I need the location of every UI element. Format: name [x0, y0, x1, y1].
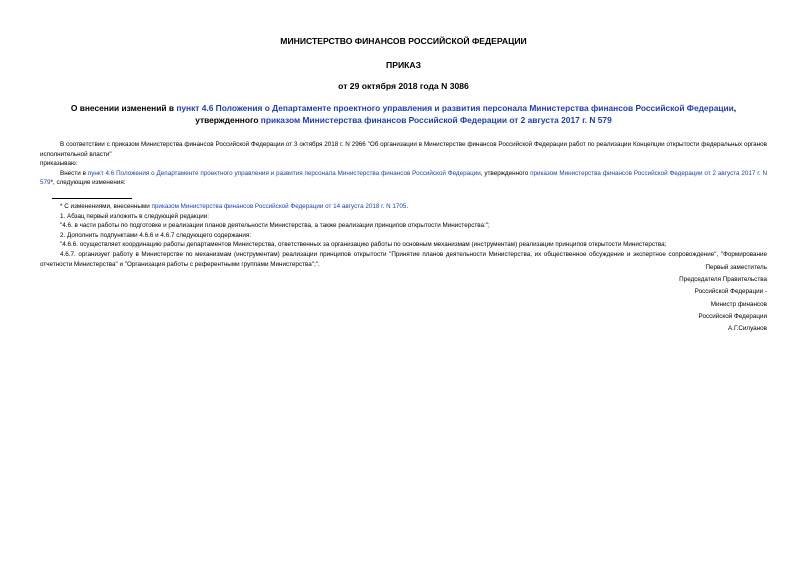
title-link-regulation[interactable]: пункт 4.6 Положения о Департаменте проектного управления и развития персонала Министерства финансов Российской Федерации	[176, 103, 734, 113]
item-2-subpoint-4-6-7: 4.6.7. организует работу в Министерстве по механизмам (инструментам) реализации принципов открытости "Принятие планов деятельности Министерства, их общественное обсуждение и экспертное сопровождение", "Формирование отчетности Министерства" и "Организация работы с референтными группами Министерства";".	[40, 250, 767, 268]
title-link-order[interactable]: приказом Министерства финансов Российской Федерации от 2 августа 2017 г. N 579	[260, 115, 612, 125]
amend-middle: , утвержденного	[480, 169, 531, 177]
signature-line: Российской Федерации -	[694, 288, 767, 296]
amend-link-regulation[interactable]: пункт 4.6 Положения о Департаменте проектного управления и развития персонала Министерства финансов Российской Федерации	[87, 169, 481, 177]
signature-line: Министр финансов	[710, 300, 767, 308]
signature-line: Российской Федерации	[698, 312, 767, 320]
amend-link-order[interactable]: приказом Министерства финансов Российской Федерации от 2 августа 2017 г. N 579	[40, 169, 767, 187]
body-paragraph-order-word: приказываю:	[40, 160, 78, 168]
body-paragraph-basis: В соответствии с приказом Министерства финансов Российской Федерации от 3 октября 2018 г. N 2966 "Об организации в Министерстве финансов Российской Федерации работ по реализации Концепции открытости федеральных органов исполнительной власти"	[40, 141, 767, 158]
signatory-name: А.Г.Силуанов	[728, 325, 767, 333]
signature-line: Председателя Правительства	[679, 276, 767, 284]
ministry-heading: МИНИСТЕРСТВО ФИНАНСОВ РОССИЙСКОЙ ФЕДЕРАЦИИ	[280, 36, 527, 46]
signature-block	[679, 262, 767, 335]
footnote-prefix: * С изменениями, внесенными	[60, 202, 152, 210]
item-2: 2. Дополнить подпунктами 4.6.6 и 4.6.7 следующего содержания:	[60, 231, 252, 239]
footnote-divider	[52, 198, 132, 199]
document-body	[40, 140, 767, 188]
item-1-text: "4.6. в части работы по подготовке и реализации планов деятельности Министерства, а также реализации принципов открытости Министерства:";	[60, 222, 490, 230]
signature-line: Первый заместитель	[705, 264, 767, 271]
body-paragraph-amend	[40, 169, 767, 188]
title-prefix: О внесении изменений в	[70, 103, 177, 113]
item-2-subpoint-4-6-6: "4.6.6. осуществляет координацию работы департаментов Министерства, ответственных за организацию работы по основным механизмам (инструментам) реализации принципов открытости Министерства;	[60, 241, 667, 249]
title-middle: , утвержденного	[195, 103, 737, 125]
item-1: 1. Абзац первый изложить в следующей редакции:	[60, 212, 210, 220]
document-date: от 29 октября 2018 года N 3086	[338, 81, 469, 91]
document-title	[40, 102, 767, 126]
amend-prefix: Внести в	[60, 169, 88, 177]
amend-suffix: *, следующие изменения:	[50, 179, 126, 187]
document-type: ПРИКАЗ	[386, 60, 421, 70]
amendment-items	[40, 212, 767, 270]
footnote-suffix: .	[406, 202, 409, 210]
footnote	[40, 202, 767, 212]
footnote-link[interactable]: приказом Министерства финансов Российской Федерации от 14 августа 2018 г. N 1705	[151, 202, 407, 210]
